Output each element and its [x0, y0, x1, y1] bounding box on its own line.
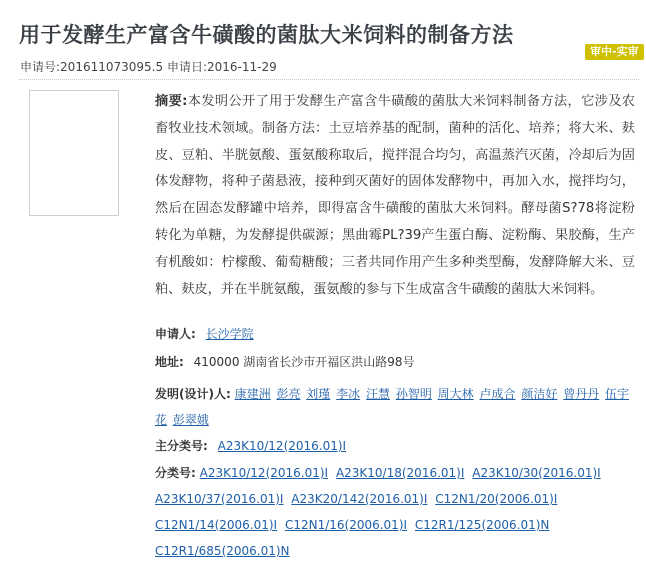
abstract-label: 摘要:	[155, 94, 188, 109]
address-label: 地址:	[155, 355, 184, 369]
classes-label: 分类号:	[155, 466, 196, 480]
class-link[interactable]: A23K10/18(2016.01)I	[335, 466, 465, 480]
inventor-link[interactable]: 颜洁好	[521, 387, 558, 401]
abstract-text: 本发明公开了用于发酵生产富含牛磺酸的菌肽大米饲料制备方法，它涉及农畜牧业技术领域。制备方法：土豆培养基的配制，菌种的活化、培养；将大米、麸皮、豆粕、半胱氨酸、蛋氨酸称取后，搅拌混合均匀，高温蒸汽灭菌，冷却后为固体发酵物，将种子菌悬液，接种到灭菌好的固体发酵物中，再加入水，搅拌均匀，然后在固态发酵罐中培养，即得富含牛磺酸的菌肽大米饲料。酵母菌S?78将淀粉转化为单糖，为发酵提供碳源；黑曲霉PL?39产生蛋白酶、淀粉酶、果胶酶，生产有机酸如：柠檬酸、葡萄糖酸；三者共同作用产生多种类型酶，发酵降解大米、豆粕、麸皮，并在半胱氨酸，蛋氨酸的参与下生成富含牛磺酸的菌肽大米饲料。	[155, 94, 635, 297]
inventor-link[interactable]: 彭翠娥	[172, 413, 209, 427]
class-link[interactable]: C12N1/16(2006.01)I	[284, 518, 408, 532]
main-class-label: 主分类号:	[155, 439, 208, 453]
inventor-link[interactable]: 汪慧	[365, 387, 390, 401]
inventor-link[interactable]: 曾丹丹	[563, 387, 600, 401]
class-link[interactable]: C12N1/20(2006.01)I	[435, 492, 558, 506]
inventor-link[interactable]: 康建洲	[234, 387, 271, 401]
inventor-link[interactable]: 刘瑾	[306, 387, 331, 401]
class-link[interactable]: A23K10/30(2016.01)I	[472, 466, 601, 480]
inventor-link[interactable]: 伍宇花	[155, 387, 630, 427]
application-no-label: 申请号:	[20, 60, 61, 74]
meta-row	[20, 58, 277, 75]
status-badge: 审中-实审	[585, 44, 644, 60]
application-date: 2016-11-29	[207, 60, 277, 74]
inventor-link[interactable]: 卢成合	[479, 387, 516, 401]
inventor-link[interactable]: 彭亮	[276, 387, 301, 401]
abstract	[155, 89, 635, 303]
applicant-link[interactable]: 长沙学院	[205, 327, 254, 341]
inventors-label: 发明(设计)人:	[155, 387, 231, 401]
address-row	[155, 353, 415, 370]
class-link[interactable]: C12R1/685(2006.01)N	[155, 544, 290, 558]
title-row	[19, 14, 639, 58]
application-date-label: 申请日:	[166, 60, 207, 74]
applicant-label: 申请人:	[155, 327, 196, 341]
class-link[interactable]: A23K10/12(2016.01)I	[199, 466, 329, 480]
class-link[interactable]: A23K20/142(2016.01)I	[291, 492, 428, 506]
application-no: 201611073095.5	[60, 60, 164, 74]
patent-thumbnail[interactable]	[29, 90, 119, 216]
address-value: 410000 湖南省长沙市开福区洪山路98号	[193, 355, 415, 369]
inventors-row	[155, 381, 635, 433]
patent-title: 用于发酵生产富含牛磺酸的菌肽大米饲料的制备方法	[19, 23, 514, 47]
class-link[interactable]: A23K10/37(2016.01)I	[155, 492, 284, 506]
main-class-link[interactable]: A23K10/12(2016.01)I	[217, 439, 347, 453]
applicant-row	[155, 325, 254, 342]
classes-row	[155, 460, 635, 564]
class-link[interactable]: C12N1/14(2006.01)I	[155, 518, 278, 532]
inventor-link[interactable]: 周大林	[437, 387, 474, 401]
inventor-link[interactable]: 孙智明	[395, 387, 432, 401]
inventor-link[interactable]: 李冰	[336, 387, 361, 401]
main-class-row	[155, 437, 346, 454]
divider	[19, 79, 639, 80]
class-link[interactable]: C12R1/125(2006.01)N	[414, 518, 550, 532]
